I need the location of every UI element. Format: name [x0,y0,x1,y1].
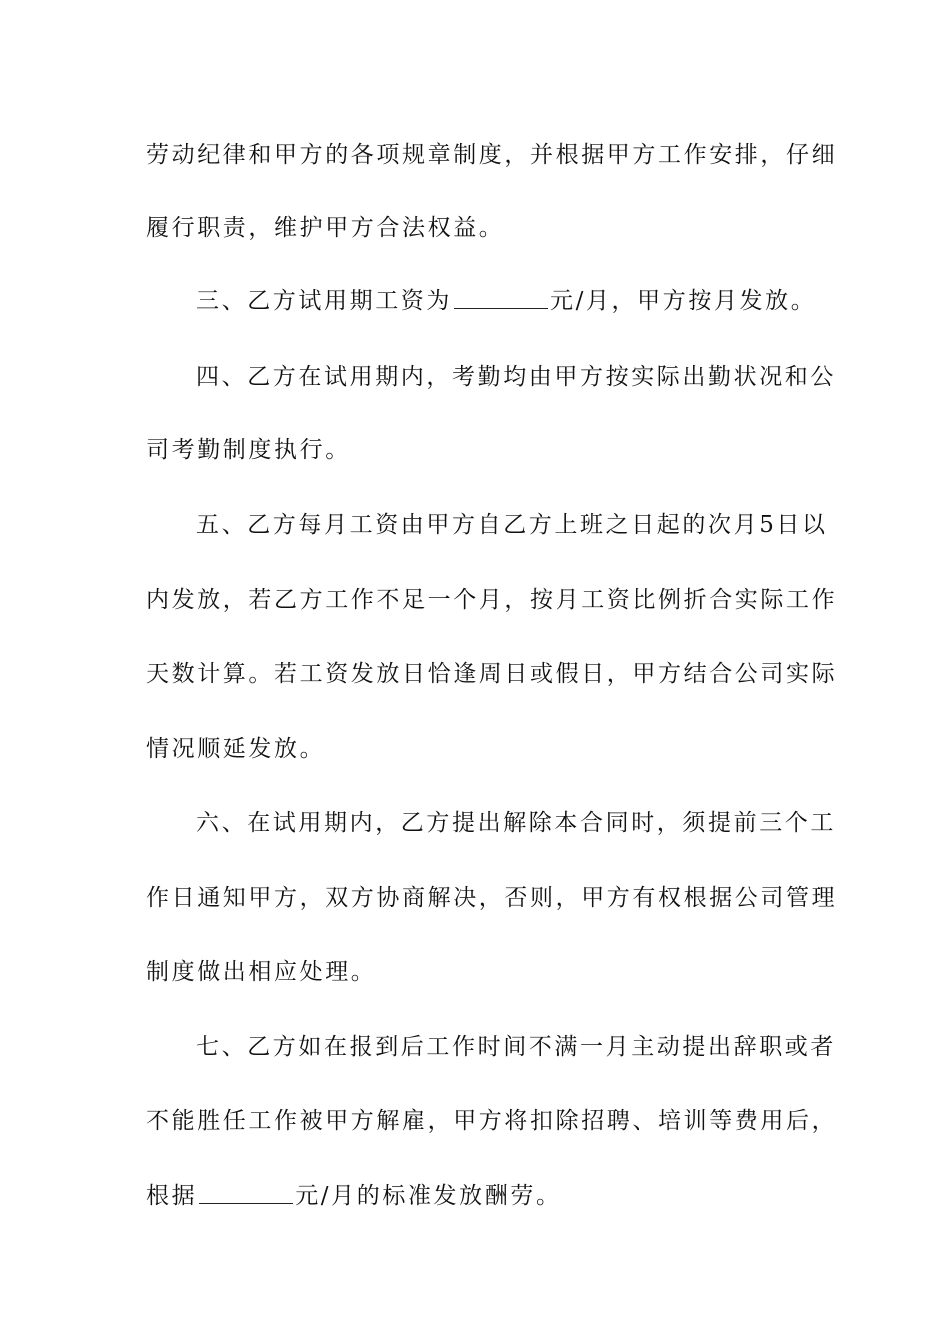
text-line: 内发放，若乙方工作不足一个月，按月工资比例折合实际工作 [146,587,838,613]
clause-3-text-before: 三、乙方试用期工资为 [196,288,452,314]
text-line: 情况顺延发放。 [146,736,326,762]
text-line: 不能胜任工作被甲方解雇，甲方将扣除招聘、培训等费用后， [146,1108,838,1134]
text-line: 劳动纪律和甲方的各项规章制度，并根据甲方工作安排，仔细 [146,142,838,168]
text-line: 四、乙方在试用期内，考勤均由甲方按实际出勤状况和公 [196,364,836,390]
text-line: 司考勤制度执行。 [146,437,351,463]
salary-blank-field [454,288,548,309]
clause-3-salary [196,286,856,316]
text-line: 五、乙方每月工资由甲方自乙方上班之日起的次月5日以 [196,512,828,538]
clause-3-text-after: 元/月，甲方按月发放。 [550,288,817,314]
clause-7-standard [146,1181,806,1211]
clause-7-text-after: 元/月的标准发放酬劳。 [295,1183,562,1209]
text-line: 天数计算。若工资发放日恰逢周日或假日，甲方结合公司实际 [146,661,838,687]
text-line: 作日通知甲方，双方协商解决，否则，甲方有权根据公司管理 [146,885,838,911]
text-line: 履行职责，维护甲方合法权益。 [146,215,505,241]
text-line: 七、乙方如在报到后工作时间不满一月主动提出辞职或者 [196,1034,836,1060]
text-line: 制度做出相应处理。 [146,959,377,985]
text-line: 六、在试用期内，乙方提出解除本合同时，须提前三个工 [196,810,836,836]
clause-7-text-before: 根据 [146,1183,198,1209]
standard-blank-field [199,1183,293,1204]
